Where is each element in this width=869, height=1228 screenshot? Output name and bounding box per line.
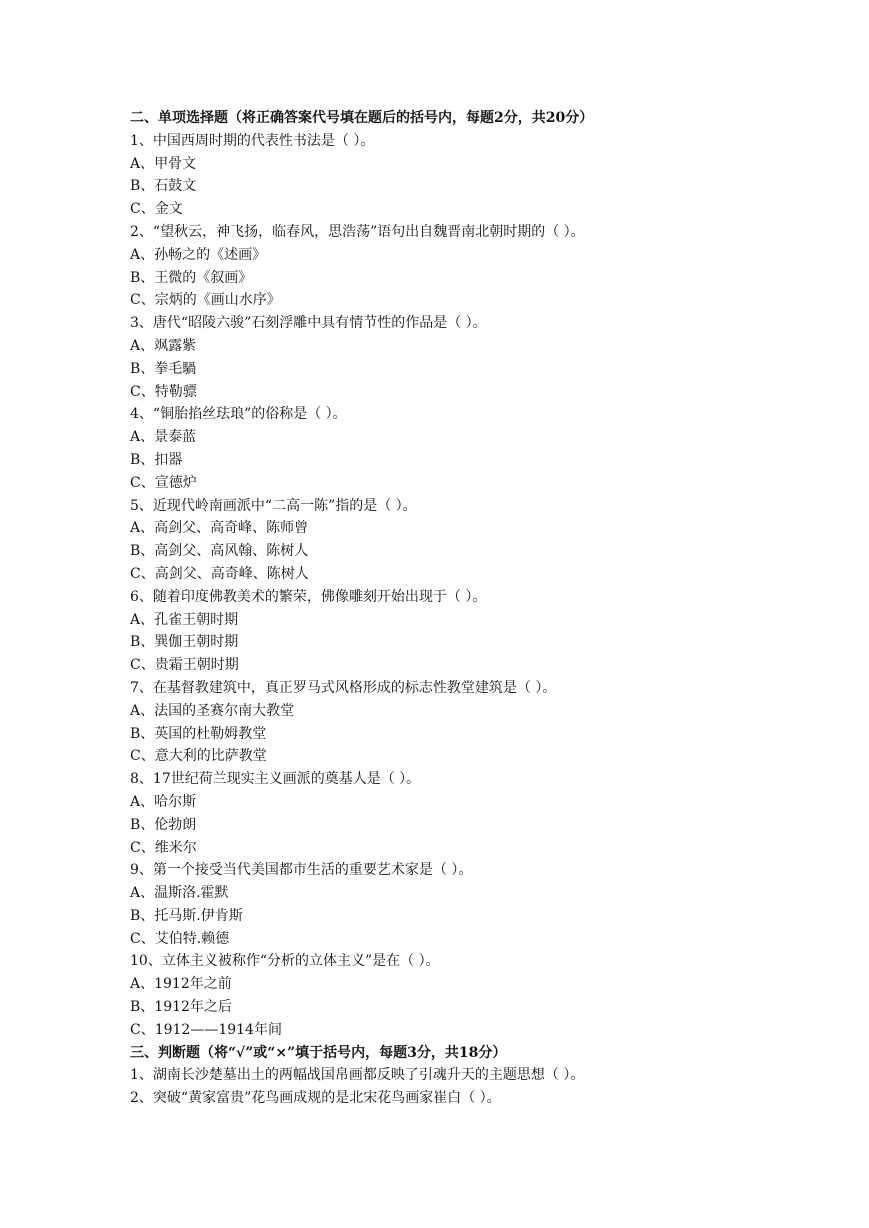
option-c: C、金文	[130, 201, 183, 218]
option-b: B、1912年之后	[130, 999, 232, 1016]
option-b: B、扣器	[130, 451, 183, 468]
option-c: C、意大利的比萨教堂	[130, 748, 267, 765]
option-b: B、巽伽王朝时期	[130, 634, 239, 651]
question-10	[130, 950, 830, 1041]
question-6	[130, 586, 830, 677]
option-a: A、哈尔斯	[130, 793, 197, 810]
question-7	[130, 677, 830, 768]
section3-heading: 三、判断题（将“√”或“×”填于括号内，每题3分，共18分）	[130, 1044, 507, 1061]
question-text: 6、随着印度佛教美术的繁荣，佛像雕刻开始出现于（ ）。	[130, 588, 487, 605]
section2-heading: 二、单项选择题（将正确答案代号填在题后的括号内，每题2分，共20分）	[130, 110, 594, 126]
question-5	[130, 495, 830, 586]
option-b: B、英国的杜勒姆教堂	[130, 725, 267, 742]
question-4	[130, 403, 830, 494]
question-text: 10、立体主义被称作“分析的立体主义”是在（ ）。	[130, 953, 440, 970]
option-a: A、1912年之前	[130, 976, 232, 993]
option-c: C、宗炳的《画山水序》	[130, 292, 281, 309]
question-9	[130, 859, 830, 950]
exam-page	[130, 107, 830, 1110]
option-b: B、拳毛騧	[130, 360, 197, 377]
question-text: 7、在基督教建筑中，真正罗马式风格形成的标志性教堂建筑是（ ）。	[130, 679, 557, 696]
option-a: A、温斯洛.霍默	[130, 885, 229, 902]
question-2	[130, 221, 830, 312]
option-c: C、1912——1914年间	[130, 1021, 282, 1038]
option-a: A、法国的圣赛尔南大教堂	[130, 702, 295, 719]
option-a: A、飒露紫	[130, 337, 197, 354]
question-text: 9、第一个接受当代美国都市生活的重要艺术家是（ ）。	[130, 862, 473, 879]
option-c: C、宣德炉	[130, 474, 197, 491]
question-text: 5、近现代岭南画派中“二高一陈”指的是（ ）。	[130, 497, 417, 514]
question-3	[130, 312, 830, 403]
judgment-item-2: 2、突破“黄家富贵”花鸟画成规的是北宋花鸟画家崔白（ ）。	[130, 1090, 501, 1107]
option-c: C、高剑父、高奇峰、陈树人	[130, 565, 309, 582]
option-b: B、高剑父、高风翰、陈树人	[130, 543, 309, 560]
question-text: 4、“铜胎掐丝珐琅”的俗称是（ ）。	[130, 406, 347, 423]
question-1	[130, 130, 830, 221]
option-c: C、艾伯特.赖德	[130, 930, 230, 947]
question-8	[130, 768, 830, 859]
option-b: B、王微的《叙画》	[130, 269, 253, 286]
option-b: B、托马斯.伊肯斯	[130, 907, 243, 924]
option-a: A、孙畅之的《述画》	[130, 246, 267, 263]
option-c: C、特勒骠	[130, 383, 197, 400]
question-text: 8、17世纪荷兰现实主义画派的奠基人是（ ）。	[130, 771, 421, 788]
option-a: A、甲骨文	[130, 155, 197, 172]
question-text: 2、“望秋云，神飞扬，临春风，思浩荡”语句出自魏晋南北朝时期的（ ）。	[130, 223, 585, 240]
option-c: C、维米尔	[130, 839, 197, 856]
judgment-item-1: 1、湖南长沙楚墓出土的两幅战国帛画都反映了引魂升天的主题思想（ ）。	[130, 1067, 585, 1084]
option-c: C、贵霜王朝时期	[130, 657, 239, 674]
question-text: 3、唐代“昭陵六骏”石刻浮雕中具有情节性的作品是（ ）。	[130, 315, 487, 332]
option-a: A、高剑父、高奇峰、陈师曾	[130, 520, 309, 537]
option-a: A、景泰蓝	[130, 429, 197, 446]
option-a: A、孔雀王朝时期	[130, 611, 239, 628]
option-b: B、伦勃朗	[130, 816, 197, 833]
option-b: B、石鼓文	[130, 178, 197, 195]
question-text: 1、中国西周时期的代表性书法是（ ）。	[130, 132, 375, 149]
